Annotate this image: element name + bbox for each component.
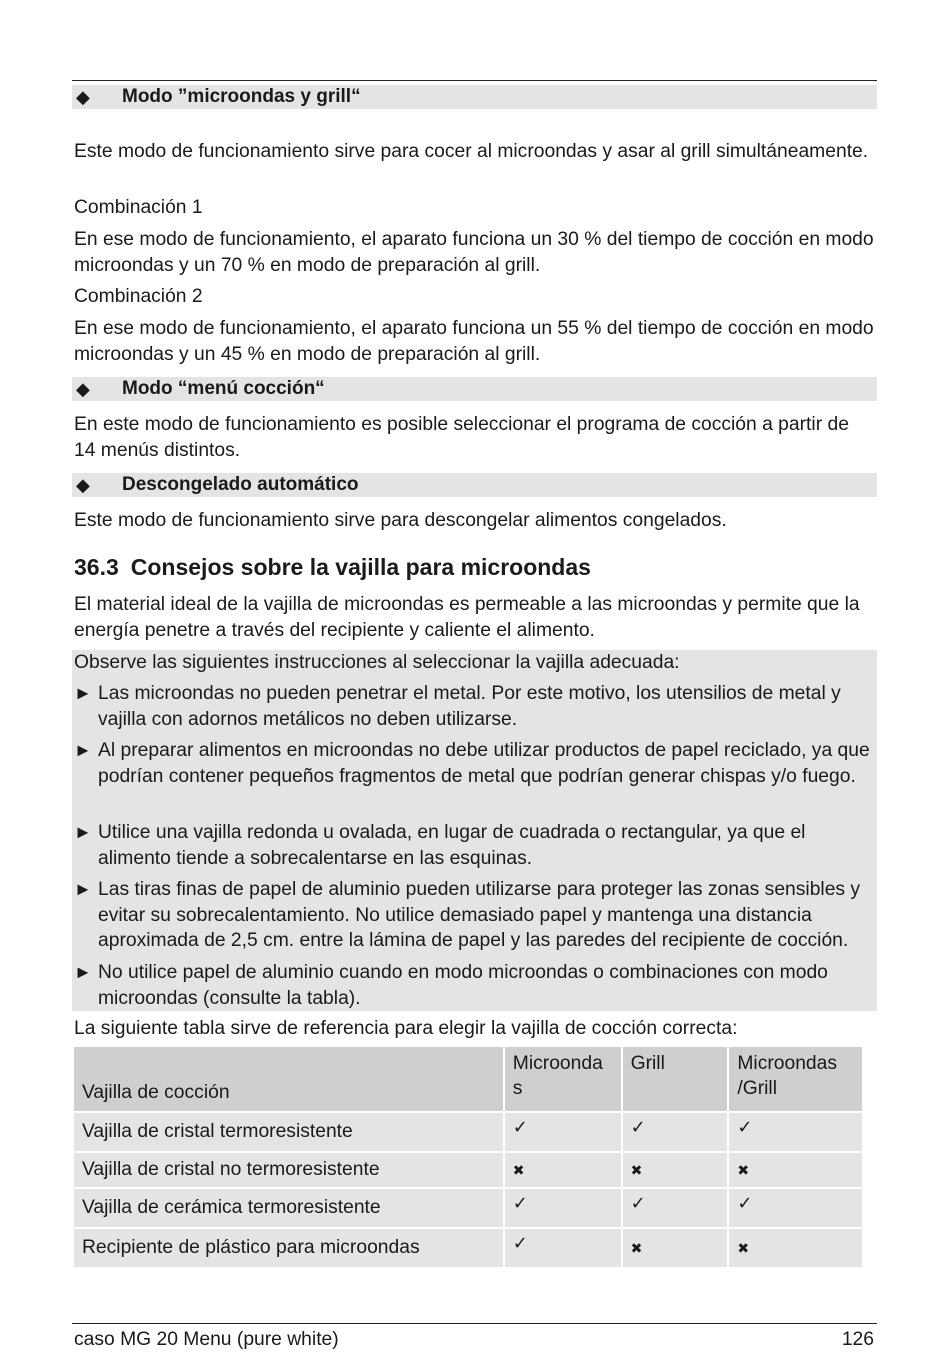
- instruction-text: Las microondas no pueden penetrar el metal. Por este motivo, los utensilios de metal y vajilla con adornos metálicos no deben utilizarse.: [98, 683, 841, 730]
- mode-paragraph: Este modo de funcionamiento sirve para descongelar alimentos congelados.: [74, 510, 727, 531]
- mode-paragraph: Este modo de funcionamiento sirve para cocer al microondas y asar al grill simultáneamente.: [74, 141, 869, 162]
- footer-document-title: caso MG 20 Menu (pure white): [74, 1329, 339, 1350]
- table-intro: La siguiente tabla sirve de referencia para elegir la vajilla de cocción correcta:: [74, 1018, 738, 1039]
- table-header-row: [74, 1047, 862, 1111]
- table-row: [74, 1153, 862, 1187]
- right-triangle-arrow-icon: ►: [74, 879, 92, 899]
- instruction-text: Las tiras finas de papel de aluminio pueden utilizarse para proteger las zonas sensibles y evitar su sobrecalentamiento. No utilice demasiado papel y mantenga una distancia aproximada de 2,5 cm. entre la lámina de papel y las paredes del recipiente de cocción.: [98, 879, 861, 951]
- check-icon: ✓: [623, 1189, 728, 1227]
- diamond-bullet-icon: ◆: [76, 379, 90, 399]
- cookware-name: Vajilla de cristal no termoresistente: [74, 1153, 503, 1187]
- check-icon: ✓: [623, 1113, 728, 1151]
- mode-title: Modo “menú cocción“: [122, 378, 325, 399]
- right-triangle-arrow-icon: ►: [74, 740, 92, 760]
- instruction-item: [74, 820, 874, 871]
- check-icon: ✓: [729, 1189, 862, 1227]
- mode-paragraph: Combinación 1: [74, 197, 203, 218]
- mode-paragraph: En este modo de funcionamiento es posible seleccionar el programa de cocción a partir de 14 menús distintos.: [74, 414, 849, 461]
- mode-header-menu-coccion: [72, 377, 877, 401]
- section-title: Consejos sobre la vajilla para microondas: [130, 554, 591, 580]
- mode-title: Descongelado automático: [122, 474, 359, 495]
- table-row: [74, 1189, 862, 1227]
- header-text: Microonda s: [512, 1053, 603, 1099]
- column-header-grill: Grill: [623, 1047, 728, 1111]
- right-triangle-arrow-icon: ►: [74, 822, 92, 842]
- cross-icon: ✖: [729, 1229, 862, 1267]
- check-icon: ✓: [505, 1113, 621, 1151]
- instruction-text: Utilice una vajilla redonda u ovalada, en lugar de cuadrada o rectangular, ya que el alimento tiende a sobrecalentarse en las esquinas.: [98, 822, 806, 869]
- right-triangle-arrow-icon: ►: [74, 962, 92, 982]
- right-triangle-arrow-icon: ►: [74, 683, 92, 703]
- mode-header-descongelado: [72, 473, 877, 497]
- cookware-name: Recipiente de plástico para microondas: [74, 1229, 503, 1267]
- bottom-rule: [72, 1323, 877, 1324]
- instruction-item: [74, 877, 874, 954]
- table-row: [74, 1229, 862, 1267]
- column-header-vajilla: Vajilla de cocción: [74, 1047, 503, 1111]
- cross-icon: ✖: [505, 1153, 621, 1187]
- mode-paragraph: En ese modo de funcionamiento, el aparato funciona un 55 % del tiempo de cocción en modo microondas y un 45 % en modo de preparación al grill.: [74, 318, 874, 365]
- cookware-table: [72, 1045, 864, 1269]
- instruction-text: No utilice papel de aluminio cuando en modo microondas o combinaciones con modo microondas (consulte la tabla).: [98, 962, 828, 1009]
- top-rule: [72, 80, 877, 81]
- cookware-name: Vajilla de cristal termoresistente: [74, 1113, 503, 1151]
- instruction-text: Al preparar alimentos en microondas no debe utilizar productos de papel reciclado, ya que podrían contener pequeños fragmentos de metal que podrían generar chispas y/o fuego.: [98, 740, 870, 787]
- section-intro: El material ideal de la vajilla de microondas es permeable a las microondas y permite que la energía penetre a través del recipiente y caliente el alimento.: [74, 594, 860, 641]
- diamond-bullet-icon: ◆: [76, 87, 90, 107]
- check-icon: ✓: [729, 1113, 862, 1151]
- check-icon: ✓: [505, 1189, 621, 1227]
- instructions-box: [72, 650, 877, 1011]
- diamond-bullet-icon: ◆: [76, 475, 90, 495]
- column-header-microondas-grill: [729, 1047, 862, 1111]
- cross-icon: ✖: [623, 1153, 728, 1187]
- table-row: [74, 1113, 862, 1151]
- mode-title: Modo ”microondas y grill“: [122, 86, 361, 107]
- column-header-microondas: [505, 1047, 621, 1111]
- instructions-intro: Observe las siguientes instrucciones al seleccionar la vajilla adecuada:: [74, 652, 680, 673]
- cross-icon: ✖: [623, 1229, 728, 1267]
- mode-paragraph: Combinación 2: [74, 286, 203, 307]
- instruction-item: [74, 738, 874, 789]
- mode-header-microondas-grill: [72, 85, 877, 109]
- header-text: Microondas /Grill: [737, 1053, 838, 1099]
- instruction-item: [74, 681, 874, 732]
- cookware-name: Vajilla de cerámica termoresistente: [74, 1189, 503, 1227]
- section-number: 36.3: [74, 554, 119, 580]
- instruction-item: [74, 960, 874, 1011]
- section-heading: [74, 554, 591, 581]
- footer-page-number: 126: [841, 1329, 874, 1350]
- mode-paragraph: En ese modo de funcionamiento, el aparato funciona un 30 % del tiempo de cocción en modo microondas y un 70 % en modo de preparación al grill.: [74, 229, 874, 276]
- check-icon: ✓: [505, 1229, 621, 1267]
- cross-icon: ✖: [729, 1153, 862, 1187]
